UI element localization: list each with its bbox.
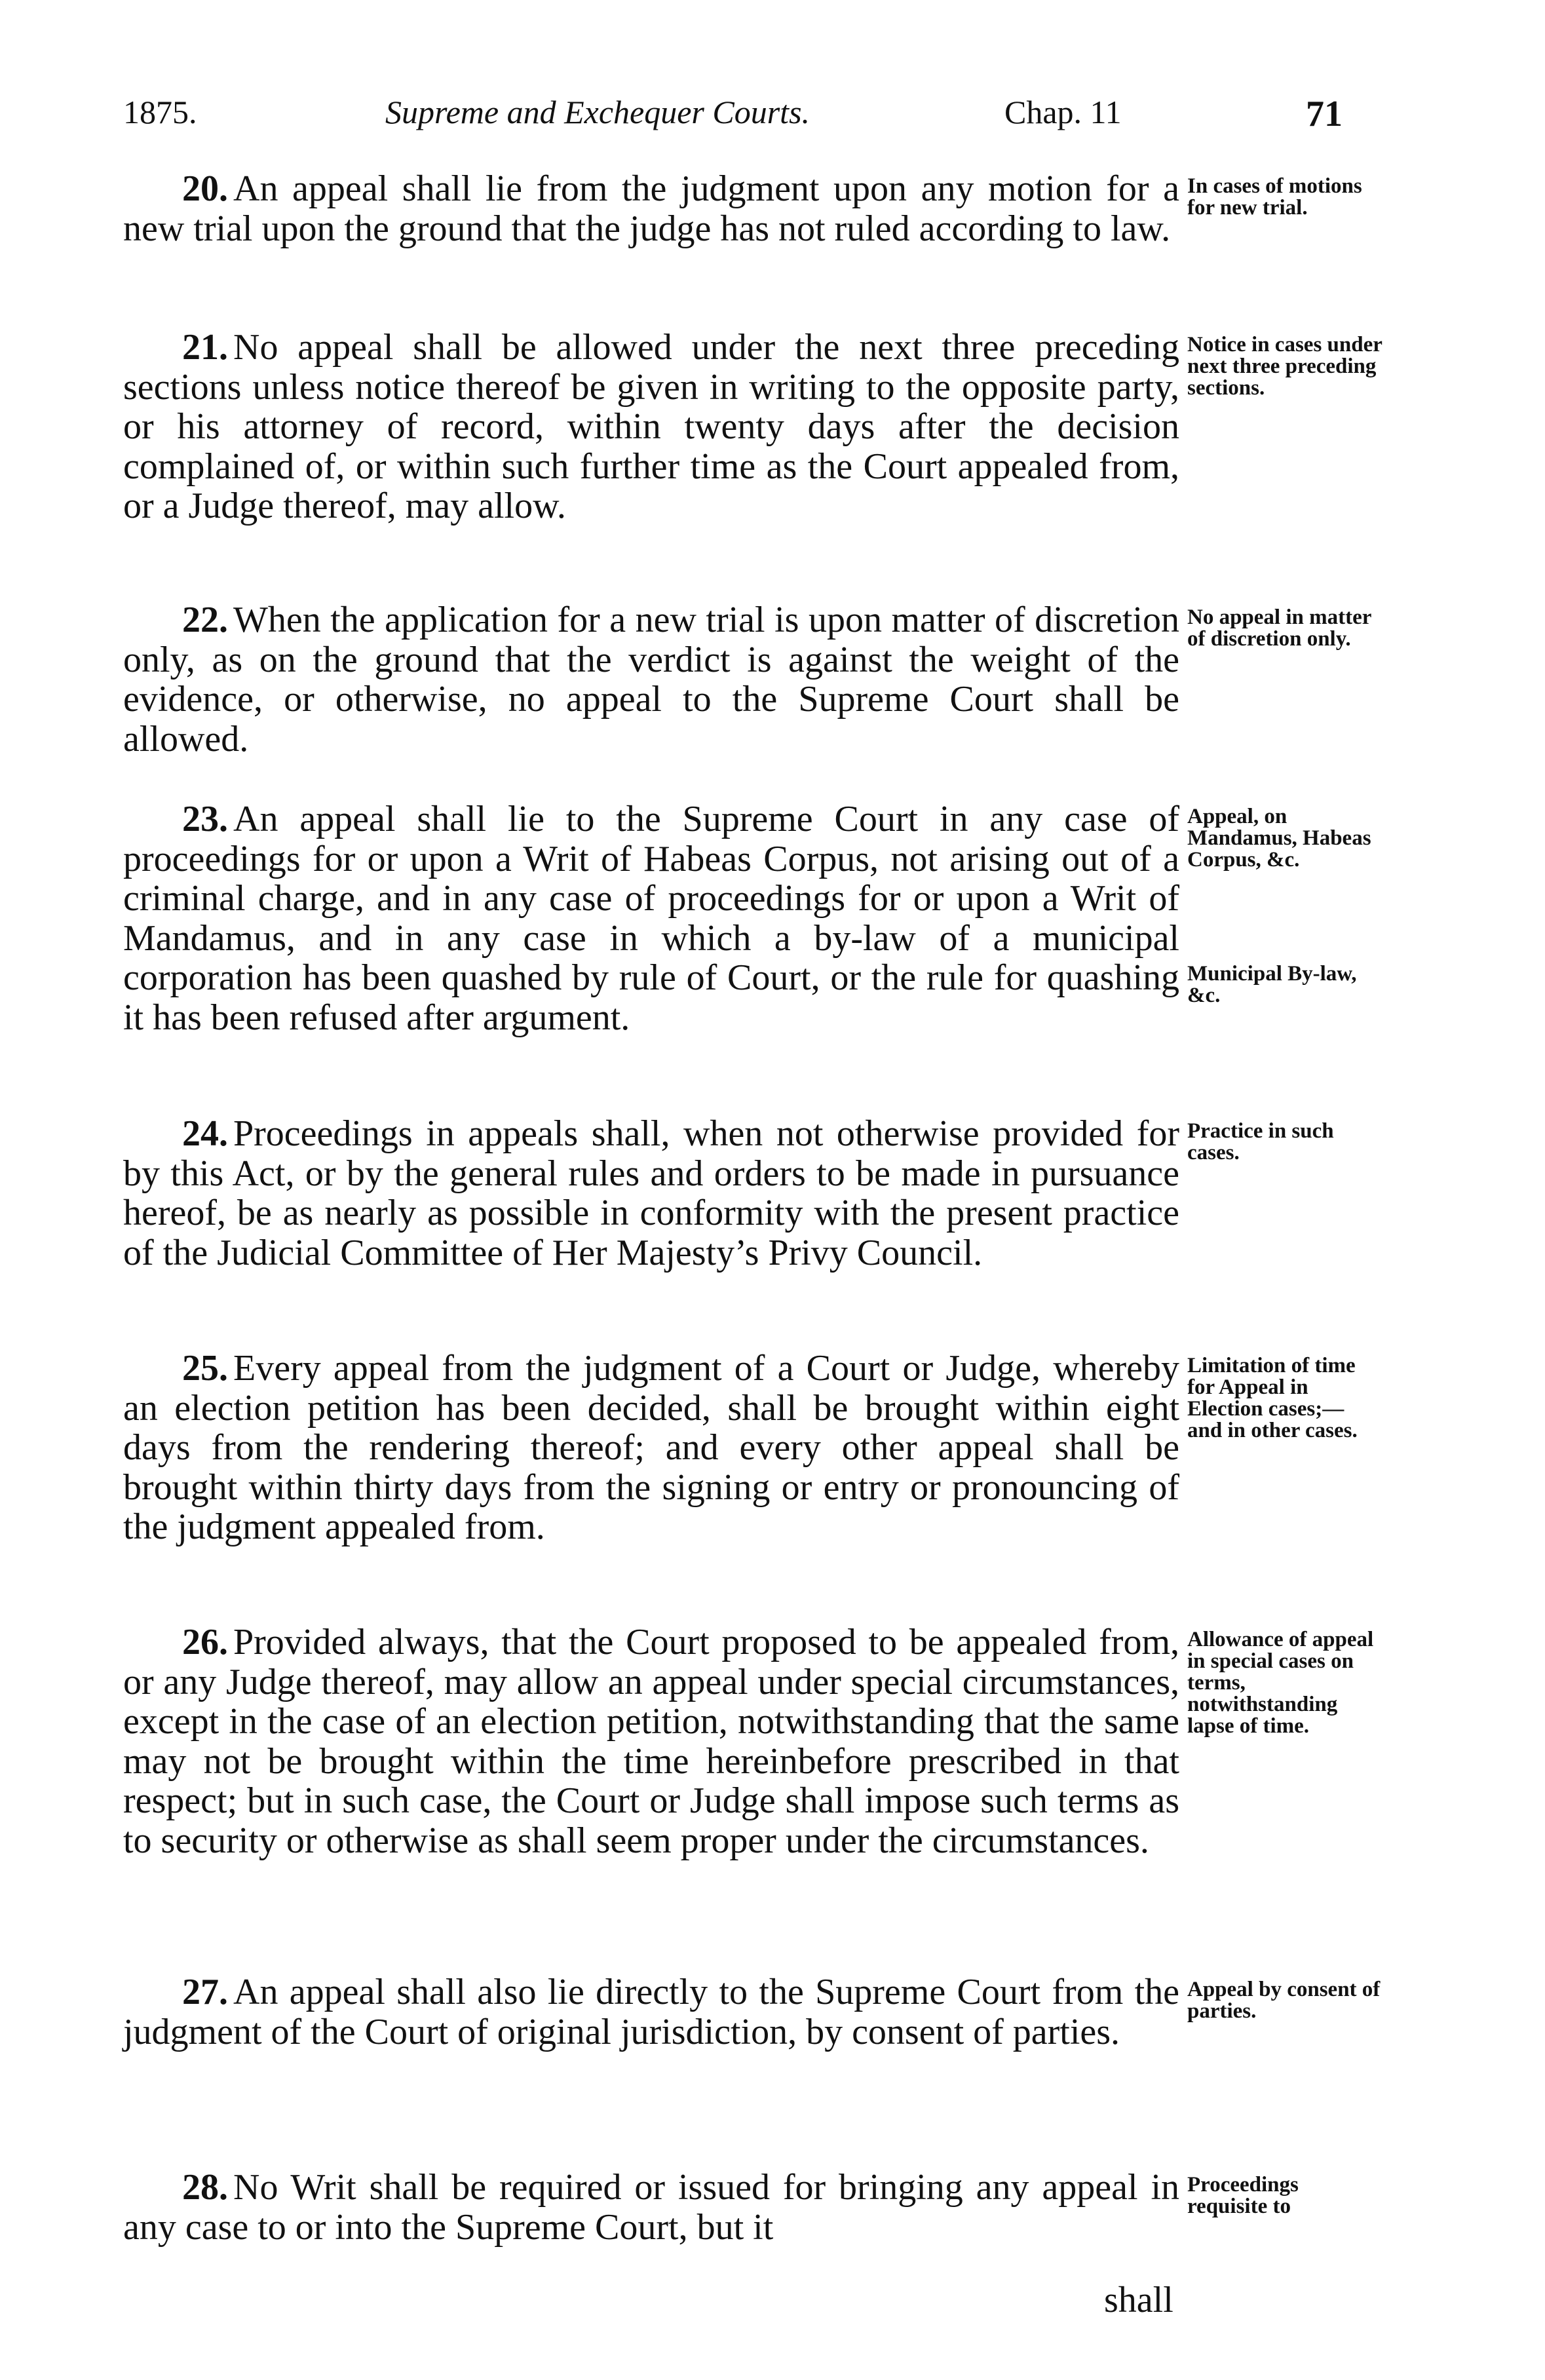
margin-note-22: No appeal in matter of discretion only.: [1187, 605, 1371, 651]
section-number: 27.: [182, 1972, 228, 2012]
margin-note-23b: Municipal By-law, &c.: [1187, 962, 1357, 1007]
page-number: 71: [1306, 94, 1343, 134]
margin-note-21: Notice in cases under next three preceding sections.: [1187, 333, 1383, 400]
section-23: [123, 799, 1179, 1037]
section-26: [123, 1622, 1179, 1860]
section-22: [123, 600, 1179, 759]
running-header: [123, 93, 1355, 145]
section-text: No Writ shall be required or issued for bringing any appeal in any case to or into the Supreme Court, but it: [123, 2167, 1179, 2248]
section-text: Every appeal from the judgment of a Court or Judge, whereby an election petition has been decided, shall be brought within eight days from the rendering thereof; and every other appeal shall be brought within thirty days from the signing or entry or pronouncing of the judgment appealed from.: [123, 1348, 1179, 1547]
margin-note-25: Limitation of time for Appeal in Election cases;— and in other cases.: [1187, 1354, 1358, 1442]
header-chapter: Chap. 11: [1004, 94, 1122, 130]
section-27: [123, 1972, 1179, 2052]
section-text: An appeal shall lie from the judgment upon any motion for a new trial upon the ground that the judge has not ruled according to law.: [123, 168, 1179, 249]
section-24: [123, 1114, 1179, 1273]
section-text: An appeal shall lie to the Supreme Court in any case of proceedings for or upon a Writ of Habeas Corpus, not arising out of a criminal charge, and in any case of proceedings for or upon a Writ of Mandamus, and in any case in which a by-law of a municipal corporation has been quashed by rule of Court, or the rule for quashing it has been refused after argument.: [123, 799, 1179, 1038]
margin-note-27: Appeal by consent of parties.: [1187, 1978, 1381, 2023]
header-title: Supreme and Exchequer Courts.: [385, 94, 811, 130]
section-number: 20.: [182, 168, 228, 209]
margin-note-24: Practice in such cases.: [1187, 1119, 1334, 1164]
margin-note-26: Allowance of appeal in special cases on terms, notwithstanding lapse of time.: [1187, 1628, 1374, 1738]
margin-note-20: In cases of motions for new trial.: [1187, 174, 1362, 220]
section-25: [123, 1349, 1179, 1547]
section-text: No appeal shall be allowed under the next three preceding sections unless notice thereof be given in writing to the opposite party, or his attorney of record, within twenty days after the decision complained of, or within such further time as the Court appealed from, or a Judge thereof, may allow.: [123, 327, 1179, 526]
section-text: When the application for a new trial is upon matter of discretion only, as on the ground that the verdict is against the weight of the evidence, or otherwise, no appeal to the Supreme Court shall be allowed.: [123, 600, 1179, 759]
section-number: 24.: [182, 1113, 228, 1154]
section-28: [123, 2168, 1179, 2247]
catchword: shall: [1104, 2280, 1173, 2320]
section-text: Provided always, that the Court proposed to be appealed from, or any Judge thereof, may allow an appeal under special circumstances, except in the case of an election petition, notwithstanding that the same may not be brought within the time hereinbefore prescribed in that respect; but in such case, the Court or Judge shall impose such terms as to security or otherwise as shall seem proper under the circumstances.: [123, 1622, 1179, 1861]
margin-note-28: Proceedings requisite to: [1187, 2173, 1299, 2218]
section-number: 21.: [182, 327, 228, 368]
section-number: 25.: [182, 1348, 228, 1389]
section-text: Proceedings in appeals shall, when not otherwise provided for by this Act, or by the general rules and orders to be made in pursuance hereof, be as nearly as possible in conformity with the present practice of the Judicial Committee of Her Majesty’s Privy Council.: [123, 1113, 1179, 1273]
section-text: An appeal shall also lie directly to the Supreme Court from the judgment of the Court of original jurisdiction, by consent of parties.: [123, 1972, 1179, 2052]
margin-note-23: Appeal, on Mandamus, Habeas Corpus, &c.: [1187, 805, 1371, 872]
section-20: [123, 169, 1179, 248]
section-number: 28.: [182, 2167, 228, 2208]
header-year: 1875.: [123, 94, 197, 130]
section-number: 22.: [182, 600, 228, 640]
section-number: 26.: [182, 1622, 228, 1662]
section-21: [123, 328, 1179, 526]
section-number: 23.: [182, 799, 228, 839]
